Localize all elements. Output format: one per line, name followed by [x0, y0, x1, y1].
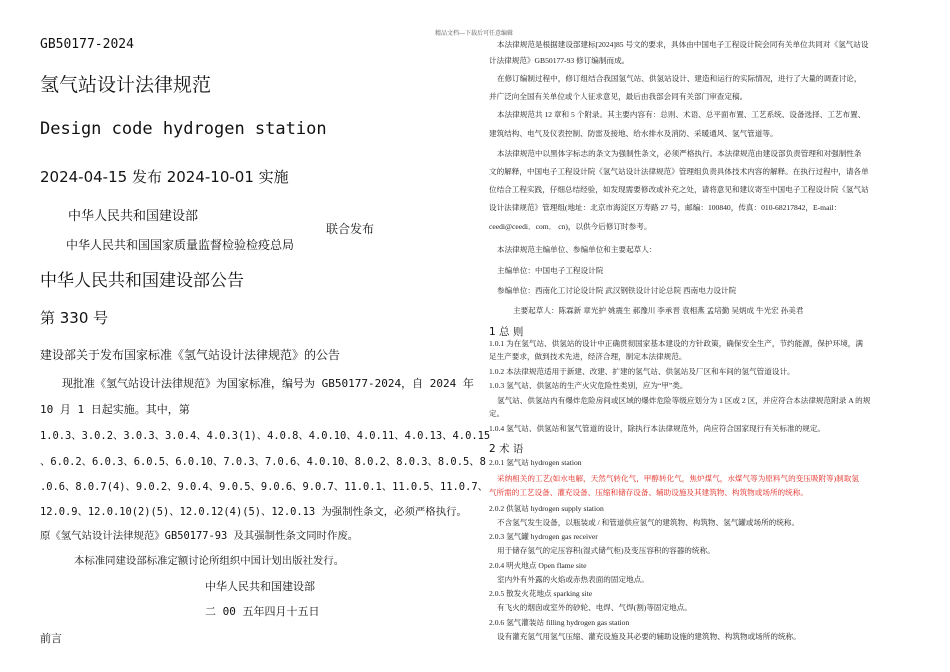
- body-line: 本标准同建设部标准定额讨论所组织中国计划出版社发行。: [74, 555, 345, 567]
- intro-line: 本法律规范中以黑体字标志的条文为强制性条文，必须严格执行。本法律规范由建设部负责管理和对强制性条: [497, 149, 862, 158]
- intro-line: 本法律规范共 12 章和 5 个附录。其主要内容有：总则、术语、总平面布置、工艺系统、设备选择、工艺布置、: [497, 110, 866, 119]
- clause-line: 氢气站、供氢站内有爆炸危险房间或区域的爆炸危险等级应划分为 1 区或 2 区，并应符合本法律规范附录 A 的规: [497, 396, 871, 405]
- clause-line: 1.0.2 本法律规范适用于新建、改建、扩建的氢气站、供氢站及厂区和车间的氢气管道设计。: [489, 367, 795, 376]
- joint-release: 联合发布: [326, 222, 375, 236]
- issuer-aqsiq: 中华人民共和国国家质量监督检验检疫总局: [66, 238, 295, 252]
- title-en: Design code hydrogen station: [40, 119, 327, 139]
- intro-line: 建筑结构、电气及仪表控制、防雷及接地、给水排水及消防、采暖通风、氢气管道等。: [489, 129, 778, 138]
- term-heading: 2.0.2 供氢站 hydrogen supply station: [489, 504, 604, 513]
- clause-line: 1.0.4 氢气站、供氢站和氢气管道的设计，除执行本法律规范外，尚应符合国家现行有关标准的规定。: [489, 424, 826, 433]
- term-heading: 2.0.6 氢气灌装站 filling hydrogen gas station: [489, 618, 630, 627]
- term-definition-highlight: 气所需的工艺设备、灌充设备、压缩和储存设备、辅助设施及其建筑物、构筑物或场所的统称。: [489, 488, 808, 497]
- standard-code: GB50177-2024: [40, 37, 134, 52]
- signature-org: 中华人民共和国建设部: [205, 580, 315, 593]
- term-heading: 2.0.3 氢气罐 hydrogen gas receiver: [489, 532, 598, 541]
- participating-units: 参编单位：西南化工讨论设计院 武汉钢铁设计讨论总院 西南电力设计院: [497, 286, 737, 295]
- body-line: .0.6、8.0.7(4)、9.0.2、9.0.4、9.0.5、9.0.6、9.0.7、11.0.1、11.0.5、11.0.7、: [40, 481, 488, 493]
- main-drafters: 主要起草人：陈霖新 章光护 姚震生 郝豫川 李承晋 袁相燕 孟培勤 吴炳成 牛光宏 孙美君: [513, 306, 804, 315]
- term-heading: 2.0.1 氢气站 hydrogen station: [489, 458, 582, 467]
- term-heading: 2.0.5 散发火花地点 sparking site: [489, 589, 593, 598]
- title-cn: 氢气站设计法律规范: [40, 74, 212, 96]
- term-definition: 不含氢气发生设备，以瓶装或 / 和管道供应氢气的建筑物、构筑物、氢气罐或场所的统称。: [497, 518, 800, 527]
- term-heading: 2.0.4 明火地点 Open flame site: [489, 561, 587, 570]
- term-definition: 用于储存氢气的定压容积(湿式储气柜)及变压容积的容器的统称。: [497, 546, 715, 555]
- clause-line: 定。: [489, 409, 505, 418]
- body-line: 12.0.9、12.0.10(2)(5)、12.0.12(4)(5)、12.0.13 为强制性条文，必须严格执行。: [40, 506, 467, 518]
- preface-heading: 前言: [40, 632, 62, 645]
- announcement-org: 中华人民共和国建设部公告: [40, 271, 244, 291]
- intro-line: 计法律规范》GB50177-93 修订编制而成。: [489, 56, 630, 65]
- intro-line: 本法律规范是根据建设部建标[2024]85 号文的要求，具体由中国电子工程设计院会同有关单位共同对《氢气站设: [497, 40, 869, 49]
- clause-line: 足生产要求，做到技术先进，经济合理，制定本法律规范。: [489, 352, 687, 361]
- header-note: 精品文档---下载后可任意编辑: [435, 31, 513, 37]
- intro-line: 在修订编制过程中，修订组结合我国氢气站、供氢站设计、建造和运行的实际情况，进行了大量的调查讨论，: [497, 74, 862, 83]
- body-line: 、6.0.2、6.0.3、6.0.5、6.0.10、7.0.3、7.0.6、4.0.10、8.0.2、8.0.3、8.0.5、8: [40, 456, 486, 468]
- body-line: 1.0.3、3.0.2、3.0.3、3.0.4、4.0.3(1)、4.0.8、4.0.10、4.0.11、4.0.13、4.0.15: [40, 430, 491, 442]
- body-line: 原《氢气站设计法律规范》GB50177-93 及其强制性条文同时作废。: [40, 530, 359, 542]
- body-line: 10 月 1 日起实施。其中，第: [40, 403, 190, 416]
- clause-line: 1.0.1 为在氢气站、供氢站的设计中正确贯彻国家基本建设的方针政策，确保安全生产，节约能源，保护环境，满: [489, 339, 863, 348]
- intro-line: ceedi@ceedi．com． cn)，以供今后修订时参考。: [489, 222, 652, 231]
- section-2-heading: 2 术 语: [489, 443, 524, 455]
- intro-line: 设计法律规范》管理组(地址：北京市海淀区万寿路 27 号，邮编：100840，传真：010-68217842，E-mail：: [489, 203, 842, 212]
- issue-dates: 2024-04-15 发布 2024-10-01 实施: [40, 168, 289, 186]
- clause-line: 1.0.3 氢气站、供氢站的生产火灾危险性类别，应为“甲”类。: [489, 381, 688, 390]
- term-definition: 有飞火的烟囱或室外的砂轮、电焊、气焊(割)等固定地点。: [497, 603, 692, 612]
- signature-date: 二 00 五年四月十五日: [205, 605, 320, 618]
- announcement-number: 第 330 号: [40, 309, 109, 327]
- chief-editor: 主编单位：中国电子工程设计院: [497, 266, 604, 275]
- announcement-title: 建设部关于发布国家标准《氢气站设计法律规范》的公告: [40, 348, 341, 362]
- intro-line: 本法律规范主编单位、参编单位和主要起草人：: [497, 245, 657, 254]
- issuer-ministry: 中华人民共和国建设部: [68, 209, 199, 224]
- term-definition: 室内外有外露的火焰或赤热表面的固定地点。: [497, 575, 649, 584]
- intro-line: 并广泛向全国有关单位或个人征求意见，最后由我部会同有关部门审查定稿。: [489, 92, 748, 101]
- term-definition: 设有灌充氢气用氢气压缩、灌充设施及其必要的辅助设施的建筑物、构筑物或场所的统称。: [497, 632, 801, 641]
- intro-line: 位结合工程实践，仔细总结经验，如发现需要修改或补充之处，请将意见和建议寄至中国电子工程设计院《氢气站: [489, 185, 869, 194]
- section-1-heading: 1 总 则: [489, 326, 524, 338]
- body-line: 现批准《氢气站设计法律规范》为国家标准，编号为 GB50177-2024，自 2024 年: [62, 377, 474, 390]
- right-page: [435, 0, 950, 672]
- term-definition-highlight: 采纳相关的工艺(如水电解，天然气转化气，甲醇转化气，焦炉煤气，水煤气等为原料气的变压吸附等)制取氢: [497, 474, 859, 483]
- intro-line: 文的解释，中国电子工程设计院《氢气站设计法律规范》管理组负责具体技术内容的解释。在执行过程中，请各单: [489, 167, 869, 176]
